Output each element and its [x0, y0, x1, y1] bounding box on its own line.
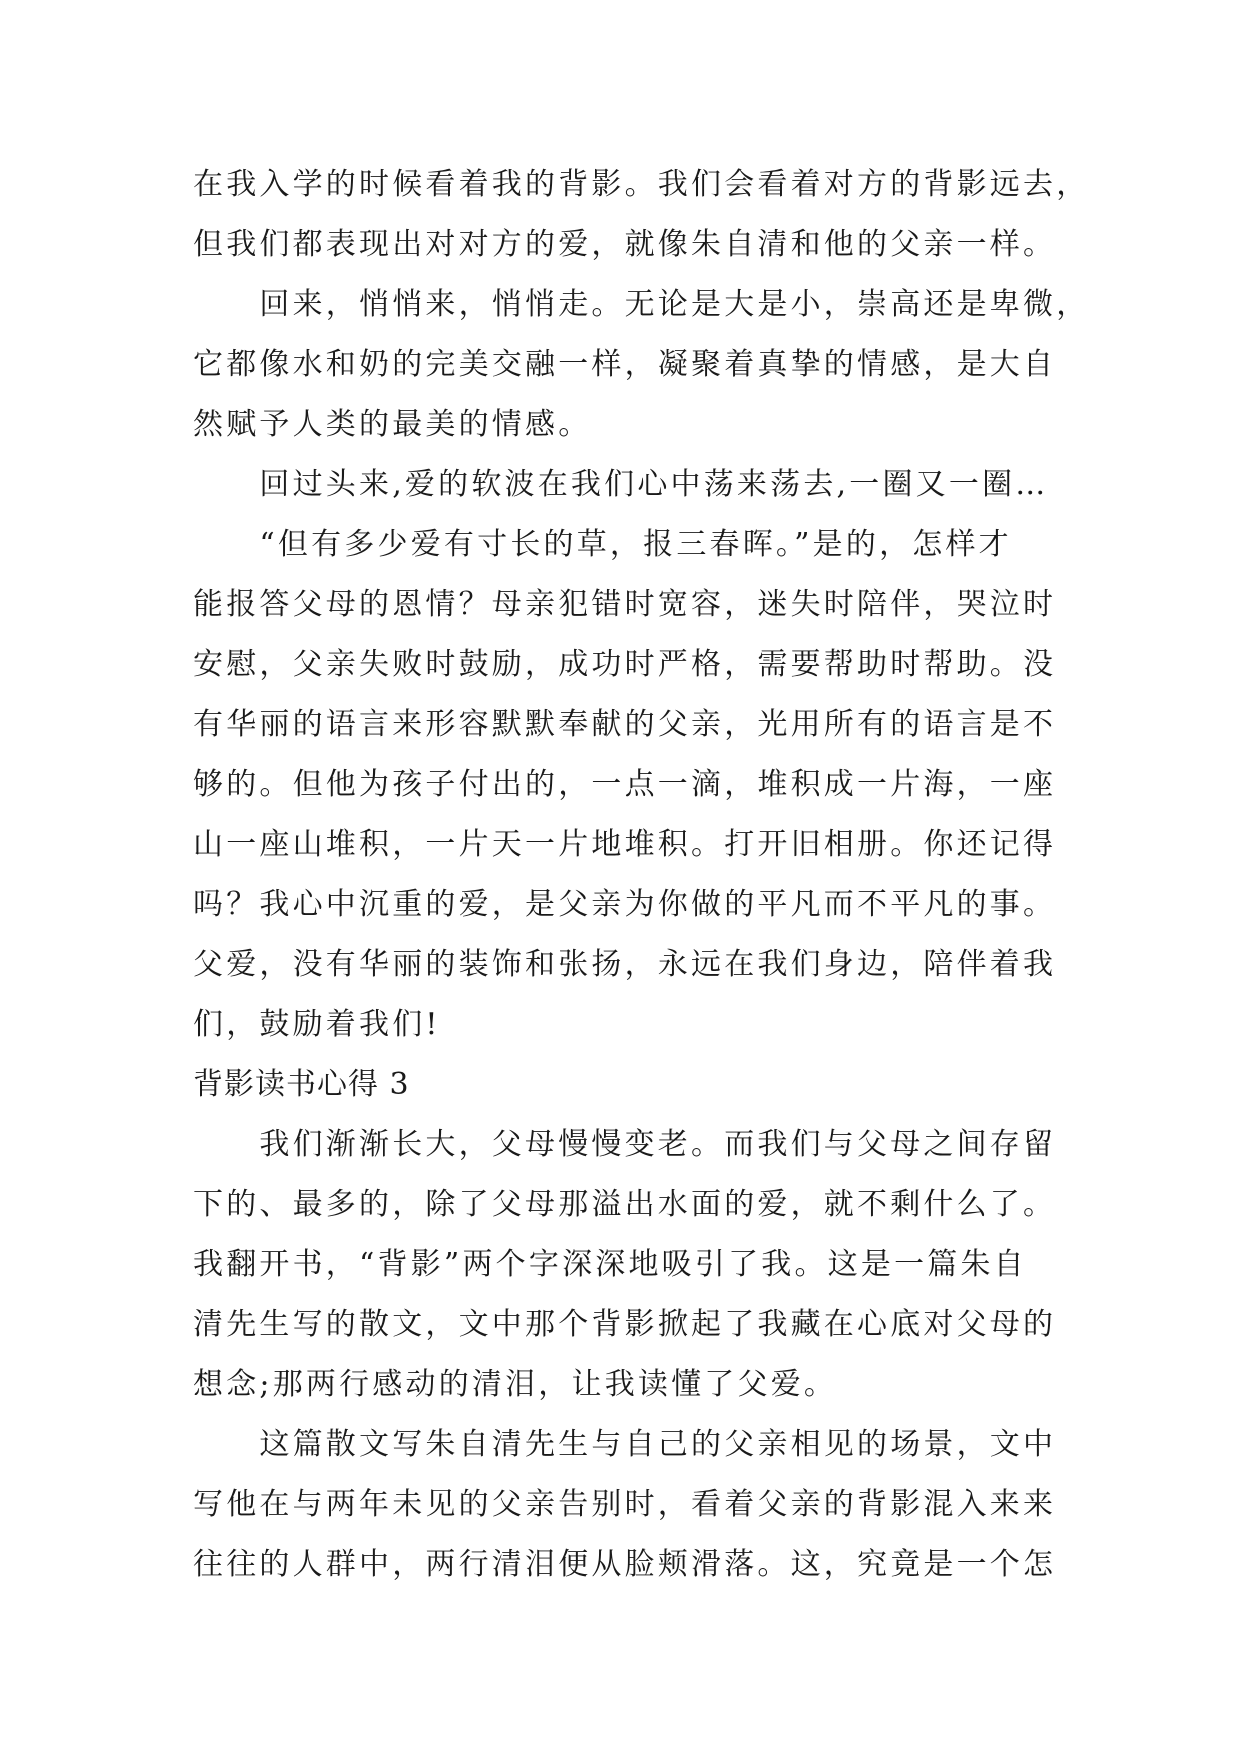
text-line: 够的。但他为孩子付出的，一点一滴，堆积成一片海，一座 — [193, 767, 1057, 802]
text-line: 我翻开书，“背影”两个字深深地吸引了我。这是一篇朱自 — [193, 1247, 1027, 1282]
text-line: 能报答父母的恩情？母亲犯错时宽容，迷失时陪伴，哭泣时 — [193, 587, 1057, 622]
text-line: 清先生写的散文，文中那个背影掀起了我藏在心底对父母的 — [193, 1307, 1057, 1342]
text-line: 它都像水和奶的完美交融一样，凝聚着真挚的情感，是大自 — [193, 347, 1057, 382]
text-line: 山一座山堆积，一片天一片地堆积。打开旧相册。你还记得 — [193, 827, 1057, 862]
text-line: 安慰，父亲失败时鼓励，成功时严格，需要帮助时帮助。没 — [193, 647, 1057, 682]
text-line: 然赋予人类的最美的情感。 — [193, 407, 592, 442]
text-line: 吗？我心中沉重的爱，是父亲为你做的平凡而不平凡的事。 — [193, 887, 1057, 922]
text-line: 回来，悄悄来，悄悄走。无论是大是小，崇高还是卑微， — [193, 287, 1090, 322]
text-line: 下的、最多的，除了父母那溢出水面的爱，就不剩什么了。 — [193, 1187, 1057, 1222]
text-line: 但我们都表现出对对方的爱，就像朱自清和他的父亲一样。 — [193, 227, 1057, 262]
text-line: 有华丽的语言来形容默默奉献的父亲，光用所有的语言是不 — [193, 707, 1057, 742]
document-page — [193, 155, 1090, 1595]
text-line: 在我入学的时候看着我的背影。我们会看着对方的背影远去， — [193, 167, 1090, 202]
text-line: 往往的人群中，两行清泪便从脸颊滑落。这，究竟是一个怎 — [193, 1547, 1057, 1582]
text-line: 想念;那两行感动的清泪，让我读懂了父爱。 — [193, 1367, 838, 1402]
section-heading: 背影读书心得 3 — [193, 1067, 410, 1102]
text-line: “但有多少爱有寸长的草，报三春晖。”是的，怎样才 — [193, 527, 1012, 562]
text-line: 们，鼓励着我们! — [193, 1007, 441, 1042]
text-line: 父爱，没有华丽的装饰和张扬，永远在我们身边，陪伴着我 — [193, 947, 1057, 982]
text-line: 我们渐渐长大，父母慢慢变老。而我们与父母之间存留 — [193, 1127, 1057, 1162]
text-line: 回过头来,爱的软波在我们心中荡来荡去,一圈又一圈… — [193, 467, 1049, 502]
text-line: 这篇散文写朱自清先生与自己的父亲相见的场景，文中 — [193, 1427, 1057, 1462]
text-line: 写他在与两年未见的父亲告别时，看着父亲的背影混入来来 — [193, 1487, 1057, 1522]
